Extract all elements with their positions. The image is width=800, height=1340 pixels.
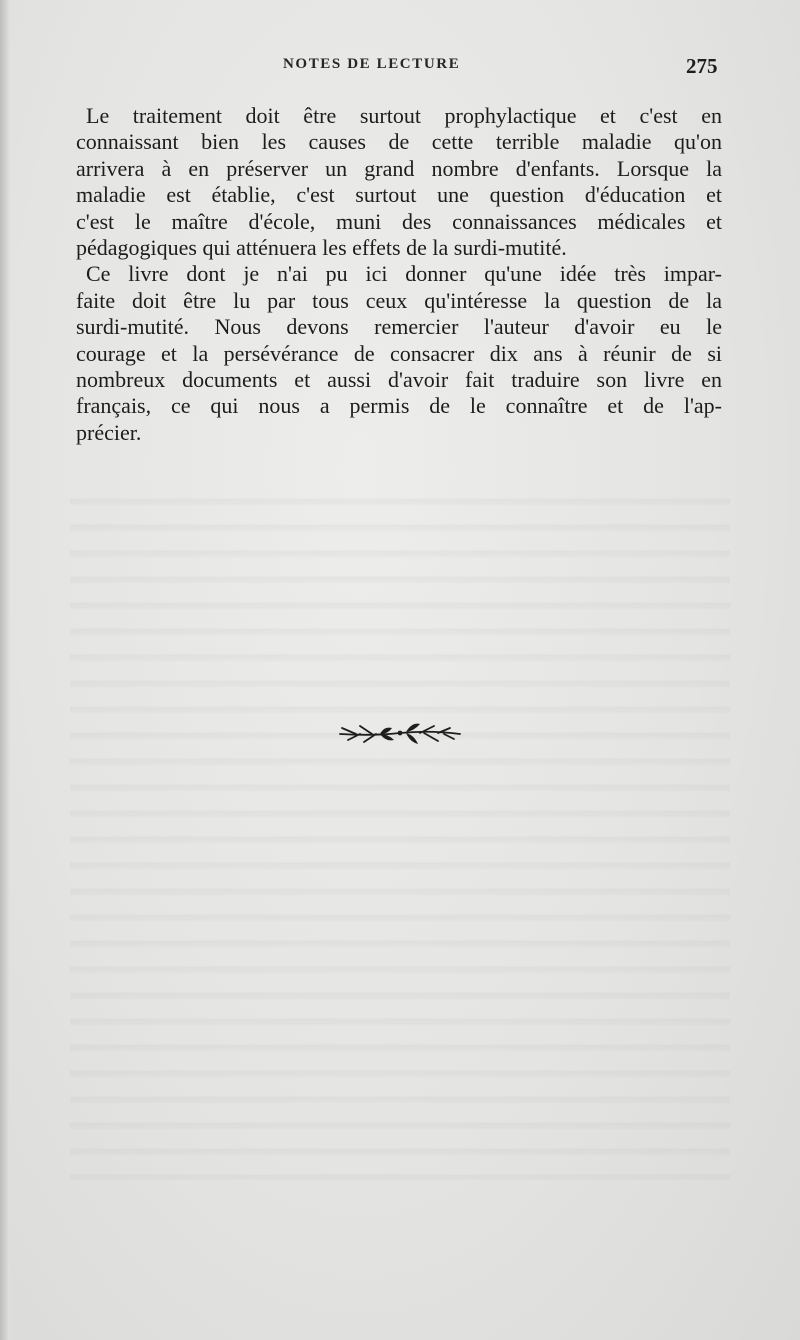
body-text — [76, 103, 722, 446]
running-head: NOTES DE LECTURE — [283, 56, 461, 72]
text-line: précier. — [76, 419, 142, 445]
page-edge-shadow — [0, 0, 10, 1340]
show-through-bleed — [70, 480, 730, 1180]
text-line: Ce livre dont je n'ai pu ici donner qu'une idée très impar- — [86, 261, 722, 287]
text-line: maladie est établie, c'est surtout une question d'éducation et — [76, 182, 722, 208]
fleuron-icon — [334, 712, 466, 752]
text-line: connaissant bien les causes de cette terrible maladie qu'on — [76, 129, 722, 155]
page-header — [0, 54, 800, 80]
text-line: Le traitement doit être surtout prophylactique et c'est en — [86, 103, 722, 128]
text-line: courage et la persévérance de consacrer dix ans à réunir de si — [76, 340, 722, 366]
text-line: faite doit être lu par tous ceux qu'intéresse la question de la — [76, 287, 722, 313]
page-number: 275 — [686, 54, 718, 78]
text-line: surdi-mutité. Nous devons remercier l'auteur d'avoir eu le — [76, 314, 722, 340]
text-line: pédagogiques qui atténuera les effets de la surdi-mutité. — [76, 234, 567, 260]
text-line: c'est le maître d'école, muni des connaissances médicales et — [76, 208, 722, 234]
text-line: arrivera à en préserver un grand nombre d'enfants. Lorsque la — [76, 155, 722, 181]
text-line: français, ce qui nous a permis de le connaître et de l'ap- — [76, 393, 722, 419]
text-line: nombreux documents et aussi d'avoir fait traduire son livre en — [76, 366, 722, 392]
